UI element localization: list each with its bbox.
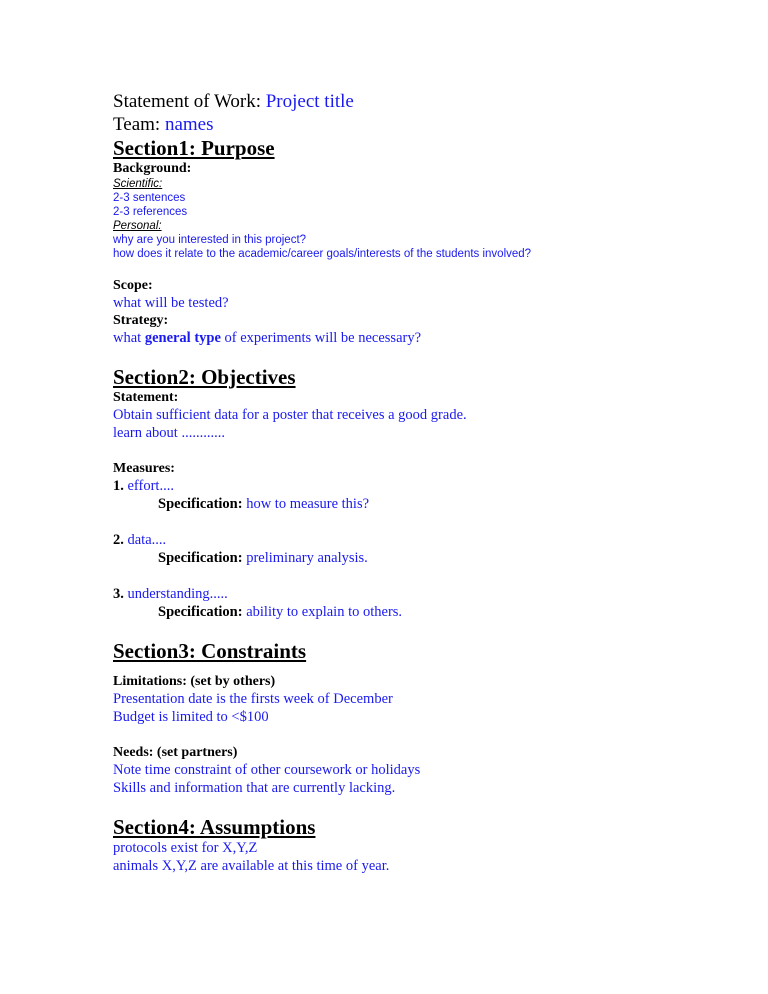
statement-label: Statement: xyxy=(113,390,179,405)
section1-heading: Section1: Purpose xyxy=(113,136,275,160)
document-page xyxy=(113,90,733,875)
spec-text: ability to explain to others. xyxy=(246,604,403,620)
personal-label: Personal: xyxy=(113,220,162,232)
spec-label: Specification: xyxy=(158,550,243,566)
section3-heading: Section3: Constraints xyxy=(113,639,307,663)
measure-text: effort.... xyxy=(127,478,174,494)
team-line xyxy=(113,113,733,136)
strategy-bold: general type xyxy=(144,330,221,346)
strategy-post: of experiments will be necessary? xyxy=(220,330,422,346)
project-title: Project title xyxy=(265,91,354,112)
spec-label: Specification: xyxy=(158,496,243,512)
assumption-item: protocols exist for X,Y,Z xyxy=(113,840,258,856)
measure-spec xyxy=(113,549,733,567)
limitations-label: Limitations: (set by others) xyxy=(113,674,276,689)
spec-text: preliminary analysis. xyxy=(246,550,368,566)
measure-item xyxy=(113,531,733,549)
needs-label: Needs: (set partners) xyxy=(113,745,238,760)
personal-item: how does it relate to the academic/career goals/interests of the students involved? xyxy=(113,248,532,260)
measure-number: 1. xyxy=(113,478,124,494)
sow-label: Statement of Work: xyxy=(113,91,266,112)
personal-item: why are you interested in this project? xyxy=(113,234,307,246)
measure-text: understanding..... xyxy=(127,586,228,602)
strategy-pre: what xyxy=(113,330,145,346)
assumption-item: animals X,Y,Z are available at this time of year. xyxy=(113,858,390,874)
team-names: names xyxy=(164,114,214,135)
section2-heading: Section2: Objectives xyxy=(113,365,296,389)
measure-spec xyxy=(113,603,733,621)
statement-of-work-line xyxy=(113,90,733,113)
strategy-text xyxy=(113,329,733,347)
scientific-label: Scientific: xyxy=(113,178,163,190)
statement-line: learn about ............ xyxy=(113,425,225,441)
measure-number: 3. xyxy=(113,586,124,602)
strategy-label: Strategy: xyxy=(113,313,169,328)
team-label: Team: xyxy=(113,114,165,135)
statement-line: Obtain sufficient data for a poster that receives a good grade. xyxy=(113,407,467,423)
measure-number: 2. xyxy=(113,532,124,548)
section4-heading: Section4: Assumptions xyxy=(113,815,316,839)
measure-text: data.... xyxy=(127,532,167,548)
limitation-item: Presentation date is the firsts week of December xyxy=(113,691,393,707)
scientific-item: 2-3 sentences xyxy=(113,192,186,204)
measure-item xyxy=(113,477,733,495)
scope-text: what will be tested? xyxy=(113,295,229,311)
need-item: Note time constraint of other coursework or holidays xyxy=(113,762,421,778)
limitation-item: Budget is limited to <$100 xyxy=(113,709,269,725)
spec-text: how to measure this? xyxy=(246,496,370,512)
measure-item xyxy=(113,585,733,603)
spec-label: Specification: xyxy=(158,604,243,620)
need-item: Skills and information that are currently lacking. xyxy=(113,780,396,796)
measures-label: Measures: xyxy=(113,461,175,476)
scope-label: Scope: xyxy=(113,278,153,293)
scientific-item: 2-3 references xyxy=(113,206,188,218)
measure-spec xyxy=(113,495,733,513)
background-label: Background: xyxy=(113,161,192,176)
